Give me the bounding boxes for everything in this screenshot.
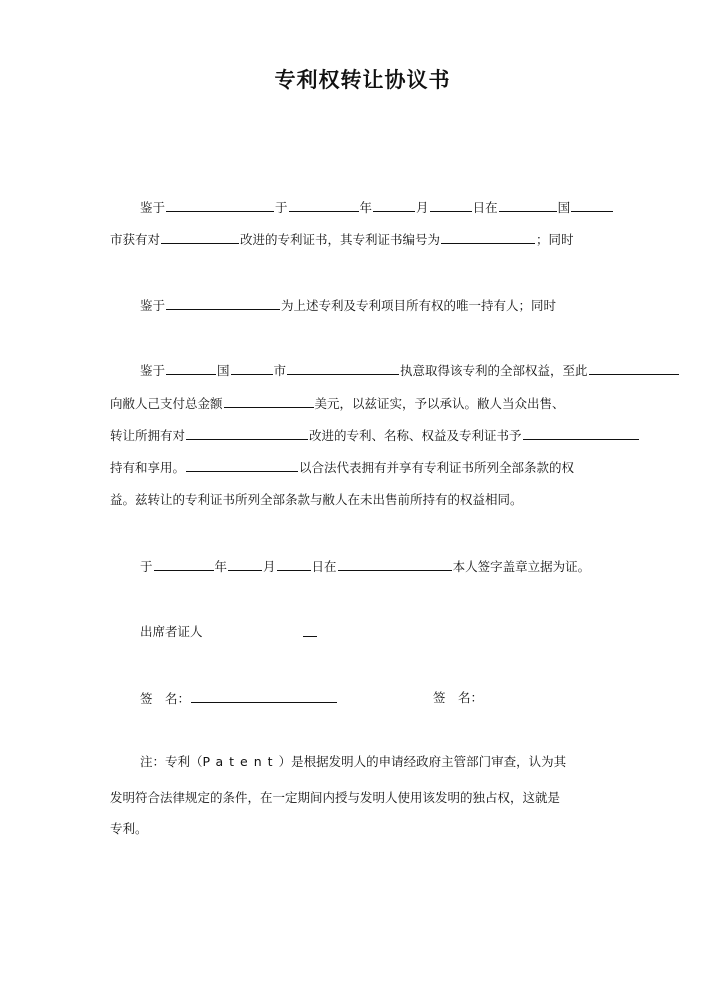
text: 注：专利（ bbox=[140, 754, 203, 769]
text: 于 bbox=[275, 200, 288, 215]
text: 向敝人己支付总金额 bbox=[110, 396, 223, 411]
text: ；同时 bbox=[536, 232, 574, 247]
text: 年 bbox=[359, 200, 373, 215]
paragraph-2 bbox=[140, 297, 556, 314]
blank-field[interactable] bbox=[441, 231, 535, 244]
paragraph-3-line-3 bbox=[110, 427, 640, 444]
blank-field[interactable] bbox=[186, 459, 298, 472]
signature-label: 签 名： bbox=[140, 691, 191, 706]
text: 为上述专利及专利项目所有权的唯一持有人；同时 bbox=[281, 298, 557, 313]
text: 改进的专利、名称、权益及专利证书予 bbox=[309, 428, 522, 443]
text: 国 bbox=[217, 363, 230, 378]
paragraph-1-line-2 bbox=[110, 231, 574, 248]
text: 改进的专利证书，其专利证书编号为 bbox=[240, 232, 441, 247]
blank-field[interactable] bbox=[166, 199, 274, 212]
signature-right bbox=[433, 690, 483, 706]
note-line-3 bbox=[110, 821, 148, 837]
blank-field[interactable] bbox=[287, 362, 399, 375]
text: 国 bbox=[557, 200, 571, 215]
patent-word: Patent bbox=[202, 754, 279, 769]
blank-field[interactable] bbox=[224, 395, 314, 408]
paragraph-4 bbox=[140, 558, 590, 575]
text: 鉴于 bbox=[140, 363, 166, 378]
paragraph-1-line-1 bbox=[140, 199, 614, 216]
blank-field[interactable] bbox=[231, 362, 273, 375]
witness-label: 出席者证人 bbox=[140, 624, 203, 639]
blank-field[interactable] bbox=[277, 558, 311, 571]
blank-field[interactable] bbox=[589, 362, 679, 375]
paragraph-3-line-2 bbox=[110, 395, 565, 412]
witness-blank-field[interactable] bbox=[303, 624, 317, 637]
signature-label: 签 名： bbox=[433, 690, 484, 705]
blank-field[interactable] bbox=[338, 558, 452, 571]
blank-field[interactable] bbox=[430, 199, 472, 212]
paragraph-3-line-4 bbox=[110, 459, 574, 476]
signature-left bbox=[140, 690, 338, 707]
text: 益。兹转让的专利证书所列全部条款与敝人在未出售前所持有的权益相同。 bbox=[110, 492, 523, 507]
witness-line bbox=[140, 624, 203, 640]
text: 专利。 bbox=[110, 821, 148, 836]
text: 月 bbox=[263, 559, 276, 574]
blank-field[interactable] bbox=[228, 558, 262, 571]
blank-field[interactable] bbox=[499, 199, 557, 212]
text: 于 bbox=[140, 559, 153, 574]
blank-field[interactable] bbox=[186, 427, 308, 440]
document-title: 专利权转让协议书 bbox=[274, 68, 451, 92]
text: 日在 bbox=[472, 200, 498, 215]
text: 月 bbox=[416, 200, 429, 215]
text: 发明符合法律规定的条件，在一定期间内授与发明人使用该发明的独占权，这就是 bbox=[110, 790, 561, 805]
blank-field[interactable] bbox=[523, 427, 639, 440]
paragraph-3-line-1 bbox=[140, 362, 680, 379]
text: 以合法代表拥有并享有专利证书所列全部条款的权 bbox=[299, 460, 575, 475]
text: 本人签字盖章立据为证。 bbox=[452, 559, 591, 574]
note-line-1 bbox=[140, 754, 566, 770]
note-line-2 bbox=[110, 790, 560, 806]
witness-blank-wrap bbox=[302, 624, 318, 641]
blank-field[interactable] bbox=[571, 199, 613, 212]
text: 市 bbox=[273, 363, 287, 378]
text: 美元，以兹证实，予以承认。敝人当众出售、 bbox=[314, 396, 565, 411]
text: 鉴于 bbox=[140, 298, 166, 313]
blank-field[interactable] bbox=[373, 199, 415, 212]
blank-field[interactable] bbox=[166, 297, 280, 310]
paragraph-3-line-5 bbox=[110, 492, 523, 508]
blank-field[interactable] bbox=[289, 199, 359, 212]
text: 转让所拥有对 bbox=[110, 428, 186, 443]
text: 执意取得该专利的全部权益，至此 bbox=[400, 363, 588, 378]
text: 日在 bbox=[311, 559, 337, 574]
text: 鉴于 bbox=[140, 200, 166, 215]
text: 年 bbox=[214, 559, 228, 574]
blank-field[interactable] bbox=[161, 231, 239, 244]
blank-field[interactable] bbox=[166, 362, 216, 375]
text: ）是根据发明人的申请经政府主管部门审查，认为其 bbox=[278, 754, 567, 769]
blank-field[interactable] bbox=[154, 558, 214, 571]
text: 市获有对 bbox=[110, 232, 161, 247]
text: 持有和享用。 bbox=[110, 460, 186, 475]
signature-blank-field[interactable] bbox=[191, 690, 337, 703]
